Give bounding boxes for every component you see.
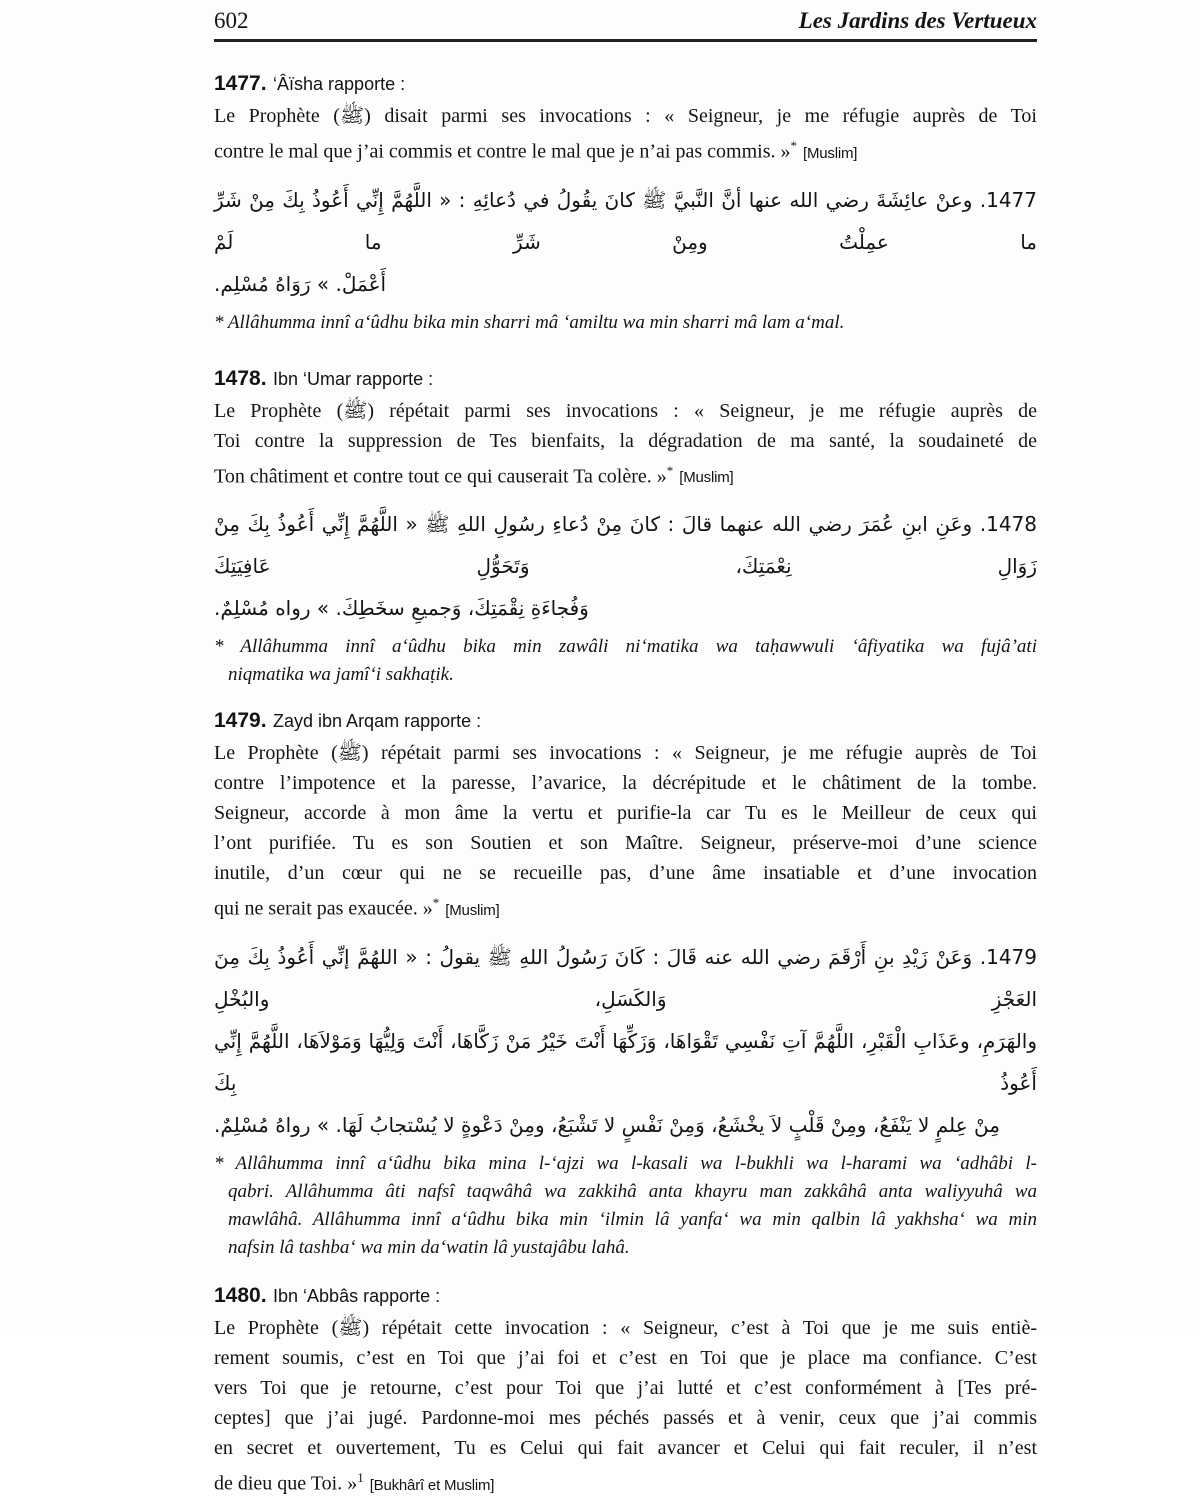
narrator-label: Ibn ‘Umar rapporte : xyxy=(273,368,434,389)
footnote-marker: * xyxy=(432,895,440,911)
french-text-line: vers Toi que je retourne, c’est pour Toi que j’ai lutté et c’est conformément à [Tes pré- xyxy=(214,1376,1037,1399)
french-last-line-text: contre le mal que j’ai commis et contre le mal que je n’ai pas commis. » xyxy=(214,140,791,163)
citation-badge: [Muslim] xyxy=(445,901,500,919)
book-title: Les Jardins des Vertueux xyxy=(798,8,1037,33)
french-text-line: Le Prophète (ﷺ) disait parmi ses invocations : « Seigneur, je me réfugie auprès de Toi xyxy=(214,105,1037,127)
french-text-line: Le Prophète (ﷺ) répétait parmi ses invocations : « Seigneur, je me réfugie auprès de Toi xyxy=(214,742,1037,765)
hadith-1479 xyxy=(214,709,1037,1262)
arabic-text-line: مِنْ عِلمٍ لا يَنْفَعُ، ومِنْ قَلْبٍ لاَ يخْشَعُ، وَمِنْ نَفْسٍ لا تَشْبَعُ، ومِنْ دَعْوةٍ لا يُسْتجابُ لَهَا. » رواهُ مُسْلِمٌ. xyxy=(214,1112,1000,1137)
transliteration-line: niqmatika wa jamî‘i sakhaṭik. xyxy=(228,664,454,686)
footnote-marker: * xyxy=(666,462,674,478)
french-text-line: en secret et ouvertement, Tu es Celui qui fait avancer et Celui qui fait reculer, il n’est xyxy=(214,1436,1037,1459)
french-text-line: Le Prophète (ﷺ) répétait parmi ses invocations : « Seigneur, je me réfugie auprès de xyxy=(214,399,1037,422)
hadith-number: 1479. xyxy=(214,709,267,733)
french-last-line-text: qui ne serait pas exaucée. » xyxy=(214,897,433,920)
french-last-line-text: Ton châtiment et contre tout ce qui causerait Ta colère. » xyxy=(214,465,667,488)
french-translation xyxy=(214,396,1037,494)
hadith-number: 1477. xyxy=(214,72,267,95)
transliteration-line: mawlâhâ. Allâhumma innî a‘ûdhu bika min ‘ilmin lâ yanfa‘ wa min qalbin lâ yakhsha‘ wa min xyxy=(228,1208,1037,1230)
french-text-line xyxy=(214,131,1037,169)
text-column xyxy=(214,0,1037,1501)
hadith-number: 1478. xyxy=(214,366,267,390)
french-text-line: ceptes] que j’ai jugé. Pardonne-moi mes péchés passés et à venir, ceux que j’ai commis xyxy=(214,1406,1037,1429)
footnote-marker: 1 xyxy=(357,1469,364,1485)
french-text-line: rement soumis, c’est en Toi que j’ai foi et c’est en Toi que je place ma confiance. C’est xyxy=(214,1346,1037,1369)
french-text-line xyxy=(214,888,1037,926)
transliteration-line: * Allâhumma innî a‘ûdhu bika min sharri mâ ‘amiltu wa min sharri mâ lam a‘mal. xyxy=(214,311,845,333)
narrator-label: ‘Âïsha rapporte : xyxy=(273,74,406,94)
arabic-text xyxy=(214,936,1037,1146)
transliteration-line: nafsin lâ tashba‘ wa min da‘watin lâ yustajâbu lahâ. xyxy=(228,1236,630,1258)
hadith-heading xyxy=(214,367,1037,391)
arabic-text xyxy=(214,503,1037,629)
page-header xyxy=(214,0,1037,42)
french-text-line: Le Prophète (ﷺ) répétait cette invocation : « Seigneur, c’est à Toi que je me suis entiè- xyxy=(214,1316,1037,1339)
french-text-line xyxy=(214,456,1037,494)
arabic-text-line: 1477. وعنْ عائِشَةَ رضي الله عنها أنَّ النَّبيَّ ﷺ كانَ يقُولُ في دُعائِهِ : « اللَّهُمَّ إِنِّي أَعُوذُ بِكَ مِنْ شَرِّ ما عمِلْتُ ومِنْ شَرِّ ما لَمْ xyxy=(214,187,1037,254)
arabic-text xyxy=(214,179,1037,305)
transliteration xyxy=(214,633,1037,689)
french-translation xyxy=(214,101,1037,169)
arabic-text-line: والهَرَمِ، وعَذَابِ الْقَبْرِ، اللَّهُمَّ آتِ نَفْسِي تَقْوَاهَا، وَزَكِّهَا أَنْتَ خَيْرُ مَنْ زَكَّاهَا، أَنْتَ وَلِيُّهَا وَمَوْلاَهَا، اللَّهُمَّ إِنِّي أَعُوذُ بِكَ xyxy=(214,1028,1037,1095)
footnote-marker: * xyxy=(790,138,797,153)
page-number: 602 xyxy=(214,8,249,33)
citation-badge: [Muslim] xyxy=(802,144,858,162)
french-text-line: l’ont purifiée. Tu es son Soutien et son Maître. Seigneur, préserve-moi d’une science xyxy=(214,832,1037,855)
narrator-label: Ibn ‘Abbâs rapporte : xyxy=(273,1285,441,1306)
french-last-line-text: de dieu que Toi. » xyxy=(214,1472,358,1495)
french-text-line xyxy=(214,1463,1037,1501)
transliteration-line: * Allâhumma innî a‘ûdhu bika mina l-‘ajzi wa l-kasali wa l-bukhli wa l-harami wa ‘adhâbi l- xyxy=(214,1152,1037,1174)
transliteration xyxy=(214,1150,1037,1262)
french-text-line: Seigneur, accorde à mon âme la vertu et purifie-la car Tu es le Meilleur de ceux qui xyxy=(214,802,1037,825)
arabic-text-line: أَعْمَلْ. » رَوَاهُ مُسْلِم. xyxy=(214,271,387,296)
transliteration-line: qabri. Allâhumma âti nafsî taqwâhâ wa zakkihâ anta khayru man zakkâhâ anta waliyyuhâ wa xyxy=(228,1180,1037,1202)
french-text-line: Toi contre la suppression de Tes bienfaits, la dégradation de ma santé, la soudaineté de xyxy=(214,429,1037,452)
hadith-heading xyxy=(214,709,1037,733)
french-translation xyxy=(214,1313,1037,1501)
arabic-text-line: 1478. وعَنِ ابنِ عُمَرَ رضي الله عنهما قالَ : كانَ مِنْ دُعاءِ رسُولِ اللهِ ﷺ « اللَّهُمَّ إِنِّي أَعُوذُ بِكَ مِنْ زَوَالِ نِعْمَتِكَ، وَتَحَوُّلِ عَافِيَتِكَ xyxy=(214,512,1037,579)
hadith-1478 xyxy=(214,367,1037,690)
arabic-text-line: 1479. وَعَنْ زَيْدِ بنِ أَرْقَمَ رضي الله عنه قَالَ : كَانَ رَسُولُ اللهِ ﷺ يقولُ : « اللهُمَّ إنِّي أَعُوذُ بِكَ مِنَ العَجْزِ وَالكَسَلِ، والبُخْلِ xyxy=(214,944,1037,1011)
arabic-text-line: وَفُجاءَةِ نِقْمَتِكَ، وَجميعِ سخَطِكَ. » رواه مُسْلِمٌ. xyxy=(214,596,589,621)
narrator-label: Zayd ibn Arqam rapporte : xyxy=(273,711,482,732)
hadith-heading xyxy=(214,72,1037,96)
french-text-line: contre l’impotence et la paresse, l’avarice, la décrépitude et le châtiment de la tombe. xyxy=(214,772,1037,795)
transliteration-line: * Allâhumma innî a‘ûdhu bika min zawâli ni‘matika wa taḥawwuli ‘âfiyatika wa fujâ’ati xyxy=(214,636,1037,658)
hadith-number: 1480. xyxy=(214,1283,267,1307)
hadith-heading xyxy=(214,1284,1037,1308)
citation-badge: [Bukhârî et Muslim] xyxy=(369,1476,495,1494)
french-text-line: inutile, d’un cœur qui ne se recueille pas, d’une âme insatiable et d’une invocation xyxy=(214,862,1037,885)
transliteration xyxy=(214,309,1037,337)
french-translation xyxy=(214,738,1037,926)
hadith-1477 xyxy=(214,72,1037,337)
citation-badge: [Muslim] xyxy=(679,469,734,487)
hadith-1480 xyxy=(214,1284,1037,1501)
